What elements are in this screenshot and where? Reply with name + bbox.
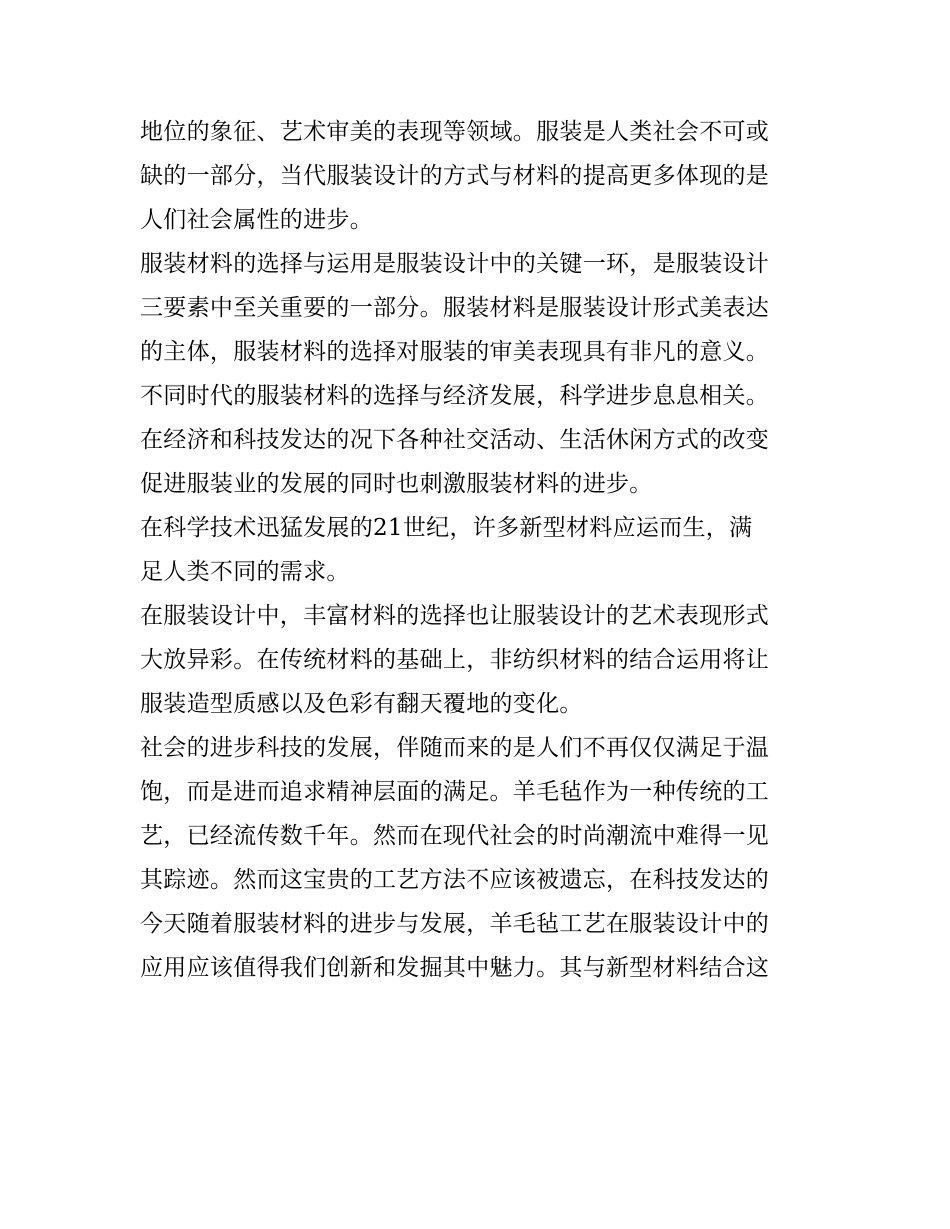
text-line: 的主体，服装材料的选择对服装的审美表现具有非凡的意义。 — [140, 339, 770, 365]
text-line: 应用应该值得我们创新和发掘其中魅力。其与新型材料结合这 — [140, 955, 770, 981]
text-line: 服装造型质感以及色彩有翻天覆地的变化。 — [140, 691, 583, 717]
text-line: 艺，已经流传数千年。然而在现代社会的时尚潮流中难得一见 — [140, 823, 770, 849]
text-line: 其踪迹。然而这宝贵的工艺方法不应该被遗忘，在科技发达的 — [140, 867, 770, 893]
text-line: 今天随着服装材料的进步与发展，羊毛毡工艺在服装设计中的 — [140, 911, 770, 937]
text-line: 在科学技术迅猛发展的21世纪，许多新型材料应运而生，满 — [140, 515, 753, 541]
text-line: 在经济和科技发达的况下各种社交活动、生活休闲方式的改变 — [140, 427, 770, 453]
text-line: 在服装设计中，丰富材料的选择也让服装设计的艺术表现形式 — [140, 603, 770, 629]
text-line: 三要素中至关重要的一部分。服装材料是服装设计形式美表达 — [140, 295, 770, 321]
text-line: 地位的象征、艺术审美的表现等领域。服装是人类社会不可或 — [140, 119, 770, 145]
text-line: 人们社会属性的进步。 — [140, 207, 373, 233]
text-line: 大放异彩。在传统材料的基础上，非纺织材料的结合运用将让 — [140, 647, 770, 673]
body-text — [140, 110, 820, 990]
text-line: 不同时代的服装材料的选择与经济发展，科学进步息息相关。 — [140, 383, 770, 409]
text-line: 服装材料的选择与运用是服装设计中的关键一环，是服装设计 — [140, 251, 770, 277]
text-line: 足人类不同的需求。 — [140, 559, 350, 585]
text-line: 促进服装业的发展的同时也刺激服装材料的进步。 — [140, 471, 653, 497]
text-line: 缺的一部分，当代服装设计的方式与材料的提高更多体现的是 — [140, 163, 770, 189]
text-line: 社会的进步科技的发展，伴随而来的是人们不再仅仅满足于温 — [140, 735, 770, 761]
text-line: 饱，而是进而追求精神层面的满足。羊毛毡作为一种传统的工 — [140, 779, 770, 805]
